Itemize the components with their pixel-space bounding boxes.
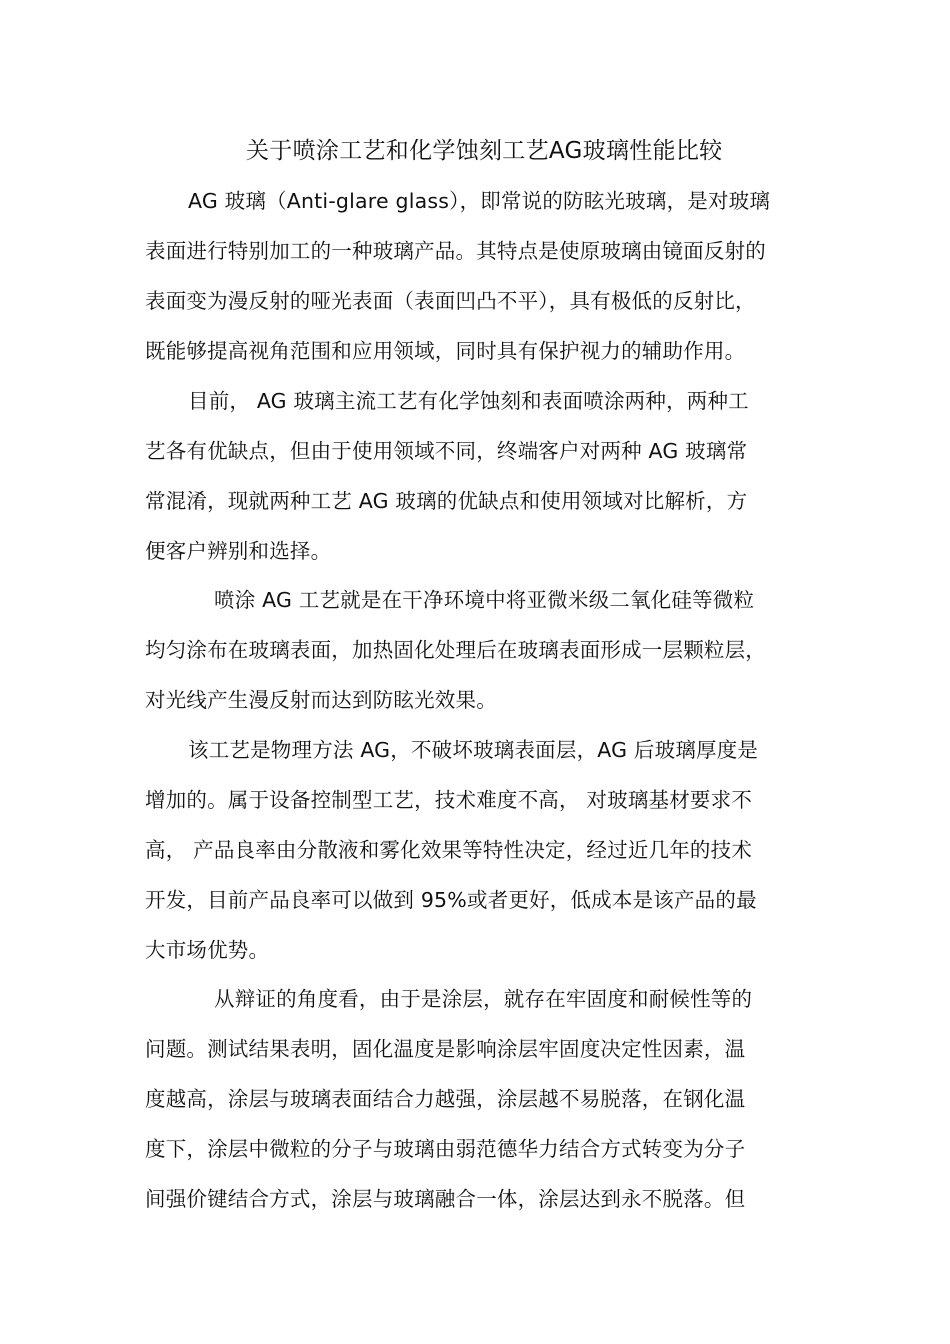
text-line: 艺各有优缺点，但由于使用领域不同，终端客户对两种 AG 玻璃常 [145, 439, 748, 463]
document-title: 关于喷涂工艺和化学蚀刻工艺AG玻璃性能比较 [246, 138, 723, 164]
text-line: 均匀涂布在玻璃表面，加热固化处理后在玻璃表面形成一层颗粒层， [145, 638, 766, 662]
text-line: 问题。测试结果表明，固化温度是影响涂层牢固度决定性因素，温 [145, 1037, 746, 1061]
text-line: 表面变为漫反射的哑光表面（表面凹凸不平），具有极低的反射比， [145, 289, 756, 313]
text-line: 增加的。属于设备控制型工艺，技术难度不高， 对玻璃基材要求不 [145, 788, 753, 812]
text-line: 目前， AG 玻璃主流工艺有化学蚀刻和表面喷涂两种，两种工 [188, 389, 749, 413]
text-line: 开发，目前产品良率可以做到 95%或者更好，低成本是该产品的最 [145, 888, 757, 912]
text-line: 喷涂 AG 工艺就是在干净环境中将亚微米级二氧化硅等微粒 [214, 588, 755, 612]
text-line: 便客户辨别和选择。 [145, 539, 332, 563]
text-line: 间强价键结合方式，涂层与玻璃融合一体，涂层达到永不脱落。但 [145, 1187, 746, 1211]
text-line: 对光线产生漫反射而达到防眩光效果。 [145, 688, 497, 712]
text-line: 度下，涂层中微粒的分子与玻璃由弱范德华力结合方式转变为分子 [145, 1137, 746, 1161]
text-line: 该工艺是物理方法 AG，不破坏玻璃表面层，AG 后玻璃厚度是 [188, 738, 759, 762]
text-line: AG 玻璃（Anti-glare glass），即常说的防眩光玻璃，是对玻璃 [188, 189, 771, 213]
text-line: 大市场优势。 [145, 938, 270, 962]
text-line: 表面进行特别加工的一种玻璃产品。其特点是使原玻璃由镜面反射的 [145, 239, 766, 263]
text-line: 常混淆，现就两种工艺 AG 玻璃的优缺点和使用领域对比解析，方 [145, 489, 748, 513]
text-line: 度越高，涂层与玻璃表面结合力越强，涂层越不易脱落，在钢化温 [145, 1087, 746, 1111]
text-line: 高， 产品良率由分散液和雾化效果等特性决定，经过近几年的技术 [145, 838, 753, 862]
text-line: 既能够提高视角范围和应用领域，同时具有保护视力的辅助作用。 [145, 339, 746, 363]
text-line: 从辩证的角度看，由于是涂层，就存在牢固度和耐候性等的 [214, 987, 753, 1011]
